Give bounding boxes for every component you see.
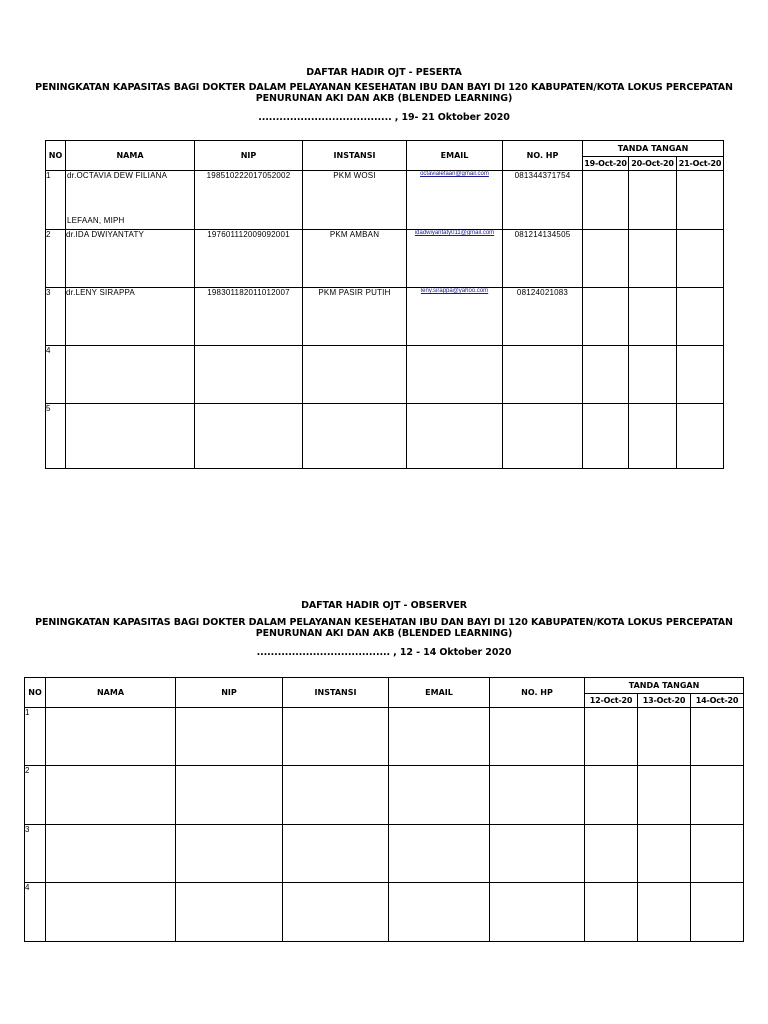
email-cell[interactable]	[389, 883, 490, 942]
nama-cell[interactable]	[46, 825, 176, 883]
table-row	[25, 766, 744, 825]
col-header-nama: NAMA	[46, 678, 176, 708]
signature-cell[interactable]	[585, 708, 638, 766]
signature-cell[interactable]	[629, 230, 677, 288]
email-cell[interactable]	[407, 404, 503, 469]
signature-cell[interactable]	[629, 404, 677, 469]
signature-cell[interactable]	[629, 171, 677, 230]
row-no: 3	[25, 825, 46, 883]
col-header-tanda-tangan: TANDA TANGAN	[585, 678, 744, 694]
table-row	[25, 883, 744, 942]
signature-cell[interactable]	[677, 404, 724, 469]
nama-cell[interactable]	[66, 404, 195, 469]
col-header-date: 19-Oct-20	[583, 157, 629, 171]
col-header-nip: NIP	[176, 678, 283, 708]
col-header-email: EMAIL	[389, 678, 490, 708]
col-header-nip: NIP	[195, 141, 303, 171]
col-header-tanda-tangan: TANDA TANGAN	[583, 141, 724, 157]
col-header-date: 14-Oct-20	[691, 694, 744, 708]
col-header-no-hp: NO. HP	[490, 678, 585, 708]
observer-attendance-table	[24, 677, 744, 942]
row-no: 2	[46, 230, 66, 288]
col-header-date: 13-Oct-20	[638, 694, 691, 708]
observer-place-date: ...................................... , 12 - 14 Oktober 2020	[256, 647, 512, 658]
email-link[interactable]: octavialefaan@gmail.com	[407, 171, 503, 230]
no-hp-value: 081344371754	[503, 171, 583, 230]
nama-value: dr.IDA DWIYANTATY	[66, 230, 195, 288]
signature-cell[interactable]	[583, 346, 629, 404]
no-hp-cell[interactable]	[490, 766, 585, 825]
instansi-cell[interactable]	[303, 346, 407, 404]
nama-value: dr.LENY SIRAPPA	[66, 288, 195, 346]
nama-cell	[66, 171, 195, 230]
table-row	[46, 171, 724, 230]
nama-value: dr.OCTAVIA DEW FILIANA	[67, 171, 168, 180]
row-no: 1	[25, 708, 46, 766]
col-header-date: 20-Oct-20	[629, 157, 677, 171]
row-no: 1	[46, 171, 66, 230]
nip-value: 198301182011012007	[195, 288, 303, 346]
table-row	[46, 346, 724, 404]
signature-cell[interactable]	[691, 883, 744, 942]
email-link[interactable]: leny.sirappa@yahoo.com	[407, 288, 503, 346]
nip-value: 198510222017052002	[195, 171, 303, 230]
signature-cell[interactable]	[583, 288, 629, 346]
table-row	[25, 708, 744, 766]
no-hp-cell[interactable]	[490, 708, 585, 766]
nip-cell[interactable]	[176, 766, 283, 825]
email-cell[interactable]	[389, 825, 490, 883]
peserta-place-date: ...................................... , 19- 21 Oktober 2020	[258, 112, 510, 123]
email-cell[interactable]	[389, 766, 490, 825]
instansi-cell[interactable]	[303, 404, 407, 469]
nama-cell[interactable]	[46, 708, 176, 766]
peserta-title: DAFTAR HADIR OJT - PESERTA	[306, 67, 462, 78]
signature-cell[interactable]	[583, 230, 629, 288]
row-no: 4	[46, 346, 66, 404]
table-row	[46, 404, 724, 469]
signature-cell[interactable]	[691, 708, 744, 766]
no-hp-cell[interactable]	[503, 346, 583, 404]
nama-cell[interactable]	[66, 346, 195, 404]
signature-cell[interactable]	[585, 883, 638, 942]
signature-cell[interactable]	[691, 766, 744, 825]
col-header-instansi: INSTANSI	[303, 141, 407, 171]
no-hp-value: 081214134505	[503, 230, 583, 288]
signature-cell[interactable]	[629, 288, 677, 346]
row-no: 2	[25, 766, 46, 825]
col-header-nama: NAMA	[66, 141, 195, 171]
signature-cell[interactable]	[583, 171, 629, 230]
instansi-value: PKM WOSI	[303, 171, 407, 230]
nama-value-line2: LEFAAN, MIPH	[67, 216, 125, 225]
nip-cell[interactable]	[195, 404, 303, 469]
email-cell[interactable]	[407, 346, 503, 404]
nip-cell[interactable]	[176, 708, 283, 766]
instansi-cell[interactable]	[283, 883, 389, 942]
nama-cell[interactable]	[46, 883, 176, 942]
signature-cell[interactable]	[677, 346, 724, 404]
no-hp-value: 08124021083	[503, 288, 583, 346]
signature-cell[interactable]	[638, 883, 691, 942]
table-row	[25, 825, 744, 883]
nip-cell[interactable]	[176, 883, 283, 942]
table-row	[46, 288, 724, 346]
instansi-cell[interactable]	[283, 766, 389, 825]
table-row	[46, 230, 724, 288]
signature-cell[interactable]	[629, 346, 677, 404]
col-header-instansi: INSTANSI	[283, 678, 389, 708]
col-header-date: 21-Oct-20	[677, 157, 724, 171]
col-header-no-hp: NO. HP	[503, 141, 583, 171]
signature-cell[interactable]	[677, 288, 724, 346]
signature-cell[interactable]	[638, 708, 691, 766]
row-no: 5	[46, 404, 66, 469]
nama-cell[interactable]	[46, 766, 176, 825]
nip-value: 197601112009092001	[195, 230, 303, 288]
email-link[interactable]: idadwiyantaty011@gmail.com	[407, 230, 503, 288]
instansi-cell[interactable]	[283, 708, 389, 766]
observer-subtitle-line1: PENINGKATAN KAPASITAS BAGI DOKTER DALAM PELAYANAN KESEHATAN IBU DAN BAYI DI 120 KABUPATEN/KOTA LOKUS PERCEPATAN	[35, 617, 733, 628]
signature-cell[interactable]	[585, 766, 638, 825]
peserta-subtitle-line2: PENURUNAN AKI DAN AKB (BLENDED LEARNING)	[255, 93, 513, 104]
instansi-value: PKM PASIR PUTIH	[303, 288, 407, 346]
no-hp-cell[interactable]	[490, 825, 585, 883]
col-header-email: EMAIL	[407, 141, 503, 171]
no-hp-cell[interactable]	[490, 883, 585, 942]
col-header-no: NO	[25, 678, 46, 708]
peserta-subtitle-line1: PENINGKATAN KAPASITAS BAGI DOKTER DALAM PELAYANAN KESEHATAN IBU DAN BAYI DI 120 KABUPATEN/KOTA LOKUS PERCEPATAN	[35, 82, 733, 93]
signature-cell[interactable]	[691, 825, 744, 883]
col-header-date: 12-Oct-20	[585, 694, 638, 708]
nip-cell[interactable]	[195, 346, 303, 404]
signature-cell[interactable]	[638, 766, 691, 825]
instansi-value: PKM AMBAN	[303, 230, 407, 288]
peserta-attendance-table	[45, 140, 724, 469]
observer-title: DAFTAR HADIR OJT - OBSERVER	[301, 600, 467, 611]
col-header-no: NO	[46, 141, 66, 171]
signature-cell[interactable]	[638, 825, 691, 883]
observer-subtitle-line2: PENURUNAN AKI DAN AKB (BLENDED LEARNING)	[255, 628, 513, 639]
nip-cell[interactable]	[176, 825, 283, 883]
instansi-cell[interactable]	[283, 825, 389, 883]
signature-cell[interactable]	[677, 171, 724, 230]
no-hp-cell[interactable]	[503, 404, 583, 469]
signature-cell[interactable]	[585, 825, 638, 883]
row-no: 4	[25, 883, 46, 942]
email-cell[interactable]	[389, 708, 490, 766]
signature-cell[interactable]	[583, 404, 629, 469]
row-no: 3	[46, 288, 66, 346]
signature-cell[interactable]	[677, 230, 724, 288]
